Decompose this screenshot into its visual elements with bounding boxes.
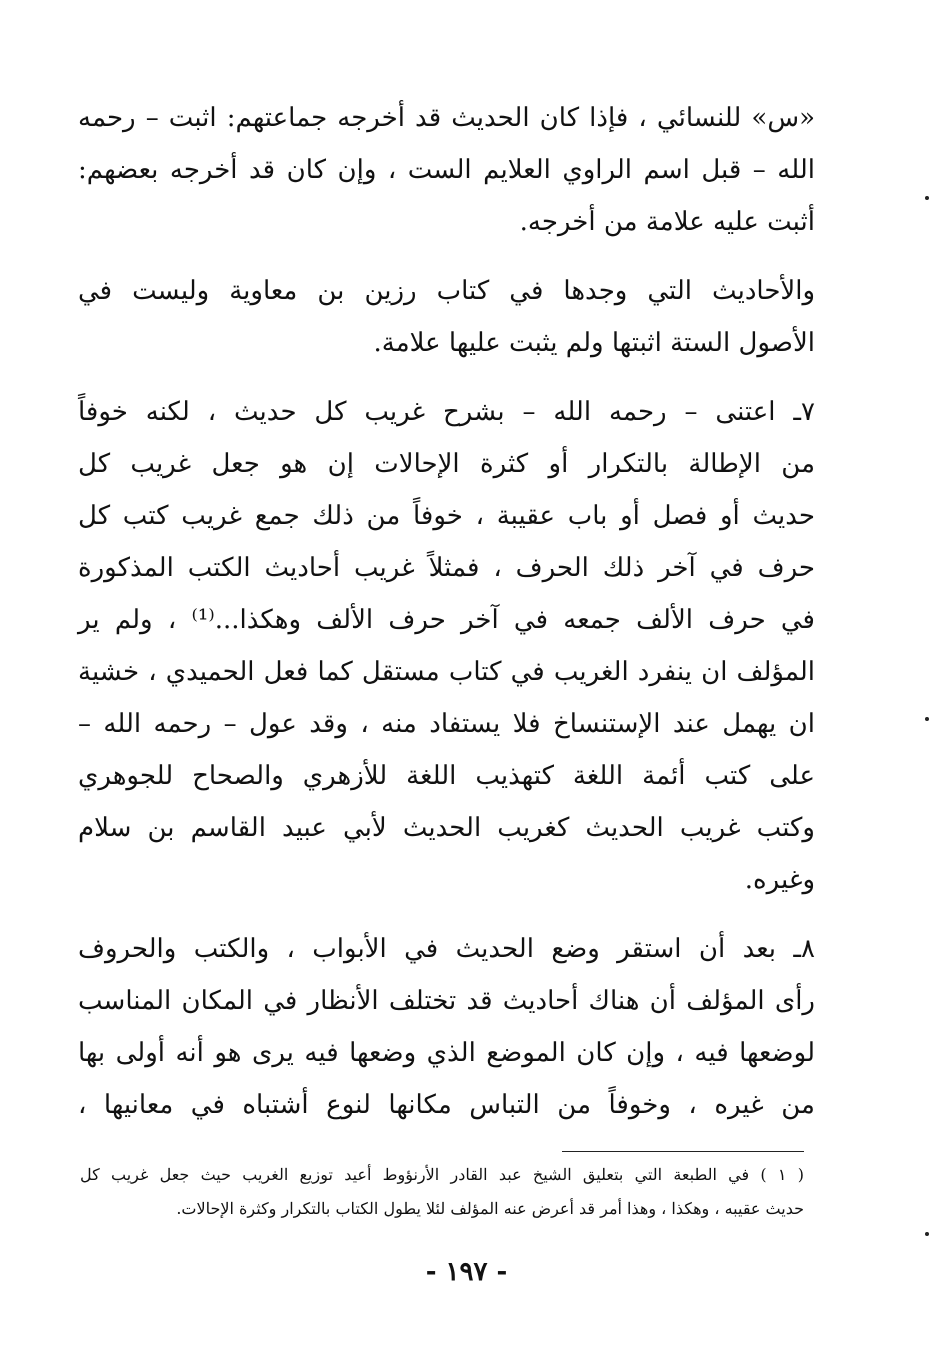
text-line: وغيره.	[744, 865, 815, 895]
footnote-line: حديث عقيبه ، وهكذا ، وهذا أمر قد أعرض عنه المؤلف لئلا يطول الكتاب بالتكرار وكثرة الإحالات.	[176, 1199, 804, 1218]
paragraph	[78, 265, 815, 369]
footnote-line: ( ١ ) في الطبعة التي بتعليق الشيخ عبد القادر الأرنؤوط أعيد توزيع الغريب حيث جعل غريب كل	[80, 1165, 804, 1184]
text-line: من الإطالة بالتكرار أو كثرة الإحالات إن هو جعل غريب كل	[78, 449, 815, 479]
text-line: حرف في آخر ذلك الحرف ، فمثلاً غريب أحاديث الكتب المذكورة	[78, 553, 815, 583]
scan-speck	[925, 1232, 929, 1236]
text-line: رأى المؤلف أن هناك أحاديث قد تختلف الأنظار في المكان المناسب	[78, 986, 815, 1016]
text-line: ان يهمل عند الإستنساخ فلا يستفاد منه ، وقد عول – رحمه الله –	[78, 709, 815, 739]
text-line: من غيره ، وخوفاً من التباس مكانها لنوع أشتباه في معانيها ،	[78, 1090, 815, 1120]
footnote-divider	[562, 1151, 804, 1152]
text-line: والأحاديث التي وجدها في كتاب رزين بن معاوية وليست في	[78, 276, 815, 306]
text-line: ٧ـ اعتنى – رحمه الله – بشرح غريب كل حديث ، لكنه خوفاً	[78, 397, 815, 427]
footnote	[80, 1158, 804, 1226]
paragraph	[78, 386, 815, 906]
text-line: وكتب غريب الحديث كغريب الحديث لأبي عبيد القاسم بن سلام	[78, 813, 815, 843]
text-line: ٨ـ بعد أن استقر وضع الحديث في الأبواب ، والكتب والحروف	[78, 934, 815, 964]
text-line: «س» للنسائي ، فإذا كان الحديث قد أخرجه جماعتهم: اثبت – رحمه	[78, 103, 815, 133]
text-line: حديث أو فصل أو باب عقيبة ، خوفاً من ذلك جمع غريب كتب كل	[78, 501, 815, 531]
paragraph	[78, 92, 815, 248]
scan-speck	[925, 196, 929, 200]
text-line: على كتب أئمة اللغة كتهذيب اللغة للأزهري والصحاح للجوهري	[78, 761, 815, 791]
text-line: أثبت عليه علامة من أخرجه.	[519, 207, 815, 237]
text-line: لوضعها فيه ، وإن كان الموضع الذي وضعها فيه يرى هو أنه أولى بها	[78, 1038, 815, 1068]
text-line: المؤلف ان ينفرد الغريب في كتاب مستقل كما فعل الحميدي ، خشية	[78, 657, 815, 687]
paragraph-gap	[78, 248, 815, 265]
page-number: - ١٩٧ -	[425, 1257, 508, 1287]
main-text	[78, 92, 815, 1131]
scan-speck	[925, 717, 929, 721]
text-line: الله – قبل اسم الراوي العلايم الست ، وإن كان قد أخرجه بعضهم:	[78, 155, 815, 185]
paragraph-gap	[78, 906, 815, 923]
text-line: في حرف الألف جمعه في آخر حرف الألف وهكذا...⁽¹⁾ ، ولم ير	[78, 605, 815, 635]
text-line: الأصول الستة اثبتها ولم يثبت عليها علامة.	[373, 328, 815, 358]
paragraph-gap	[78, 369, 815, 386]
paragraph	[78, 923, 815, 1131]
